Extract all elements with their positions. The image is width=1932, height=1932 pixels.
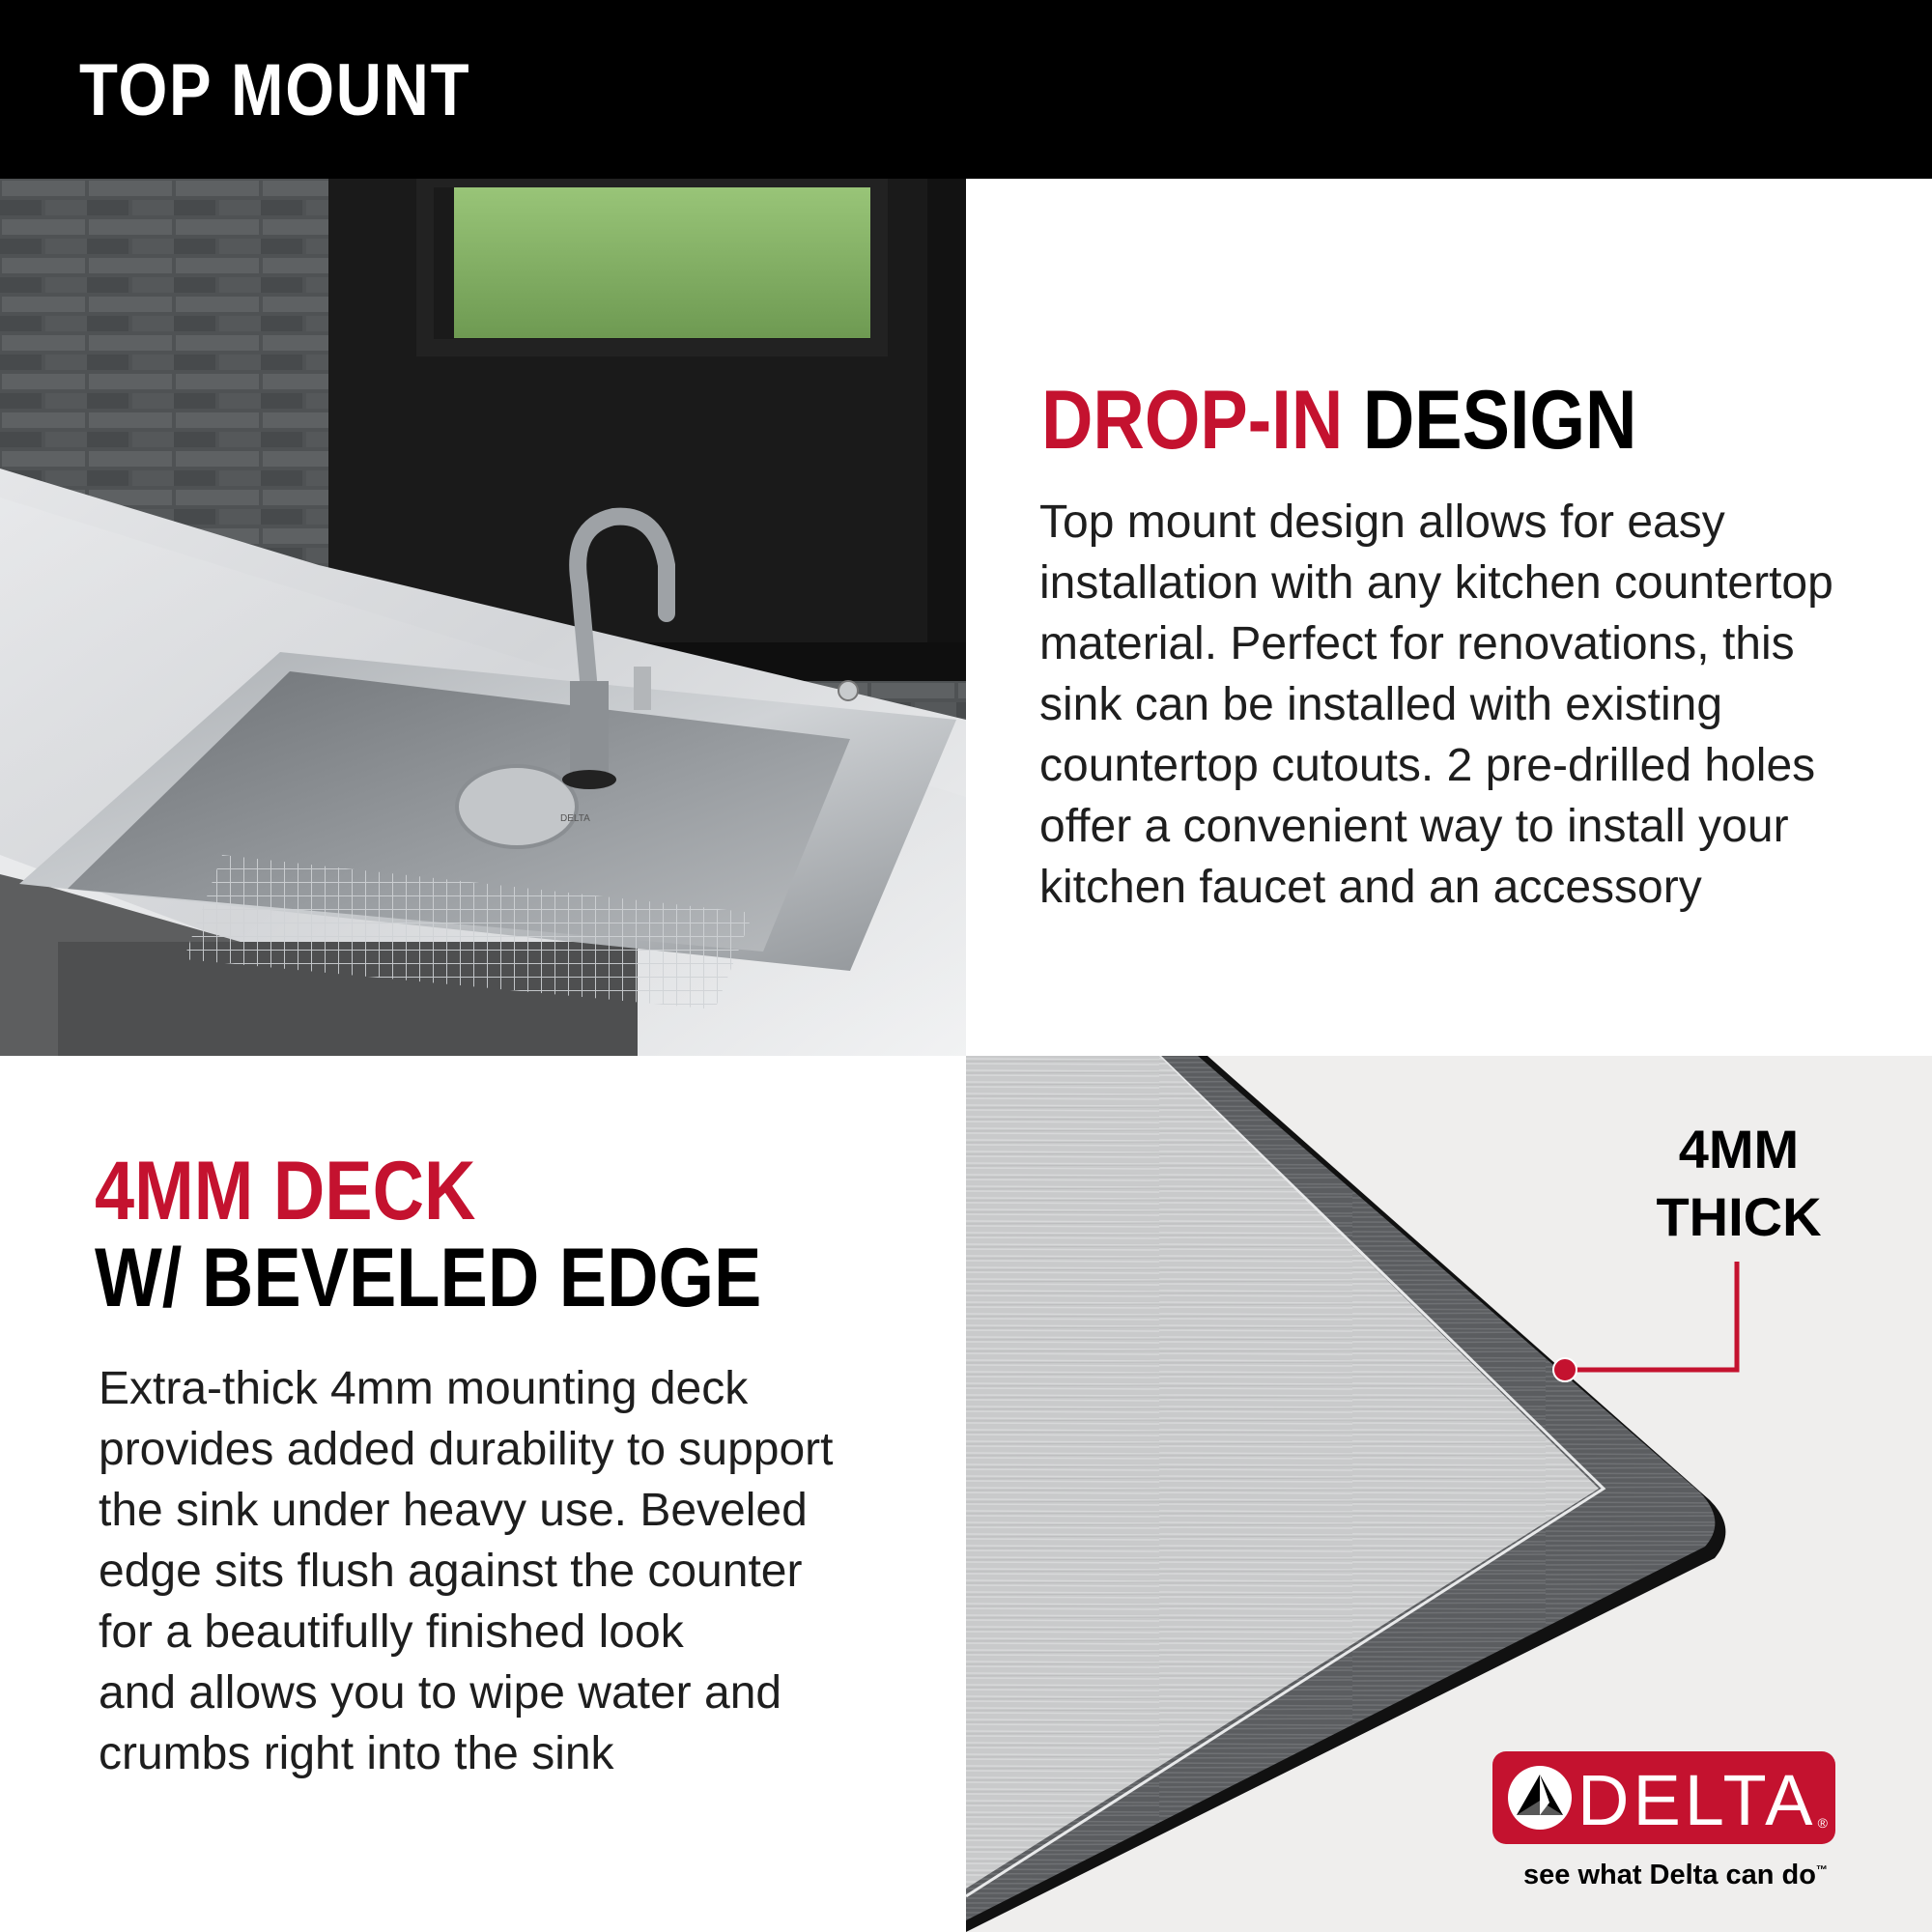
brand-tagline-text: see what Delta can do (1523, 1860, 1816, 1890)
deck-line: and allows you to wipe water and (99, 1667, 782, 1719)
thickness-callout (1642, 1116, 1835, 1251)
kitchen-illustration (0, 179, 966, 1056)
deck-description (99, 1358, 833, 1784)
drop-in-line: countertop cutouts. 2 pre-drilled holes (1039, 740, 1816, 791)
thickness-callout-line1: 4MM (1678, 1119, 1800, 1179)
kitchen-sink-photo (0, 179, 966, 1056)
deck-line: the sink under heavy use. Beveled (99, 1485, 808, 1536)
delta-wordmark: DELTA (1577, 1760, 1817, 1840)
page-title: TOP MOUNT (79, 49, 471, 131)
delta-triangle-icon (1506, 1764, 1574, 1832)
drop-in-line: offer a convenient way to install your (1039, 801, 1789, 852)
deck-heading (95, 1145, 870, 1325)
drop-in-line: installation with any kitchen countertop (1039, 557, 1833, 609)
registered-mark: ® (1817, 1815, 1828, 1831)
drop-in-heading-rest: DESIGN (1362, 374, 1637, 467)
drop-in-line: sink can be installed with existing (1039, 679, 1723, 730)
header-bar (0, 0, 1932, 179)
brand-tagline (1523, 1860, 1828, 1891)
deck-line: for a beautifully finished look (99, 1606, 684, 1658)
deck-line: crumbs right into the sink (99, 1728, 614, 1779)
drop-in-heading-accent: DROP-IN (1041, 374, 1344, 467)
drop-in-description (1039, 492, 1833, 918)
thickness-callout-line2: THICK (1656, 1186, 1822, 1247)
deck-line: edge sits flush against the counter (99, 1546, 803, 1597)
drop-in-heading (1041, 374, 1734, 467)
drop-in-panel (966, 179, 1932, 1056)
trademark-mark: ™ (1816, 1862, 1828, 1877)
delta-logo (1492, 1751, 1835, 1844)
drop-in-line: kitchen faucet and an accessory (1039, 862, 1702, 913)
deck-line: Extra-thick 4mm mounting deck (99, 1363, 749, 1414)
sink-stamp: DELTA (560, 813, 590, 824)
drop-in-line: Top mount design allows for easy (1039, 497, 1725, 548)
drop-in-line: material. Perfect for renovations, this (1039, 618, 1795, 669)
deck-panel (0, 1056, 966, 1932)
deck-line: provides added durability to support (99, 1424, 834, 1475)
deck-heading-accent: 4MM DECK (95, 1145, 476, 1237)
deck-heading-rest: W/ BEVELED EDGE (95, 1232, 762, 1325)
